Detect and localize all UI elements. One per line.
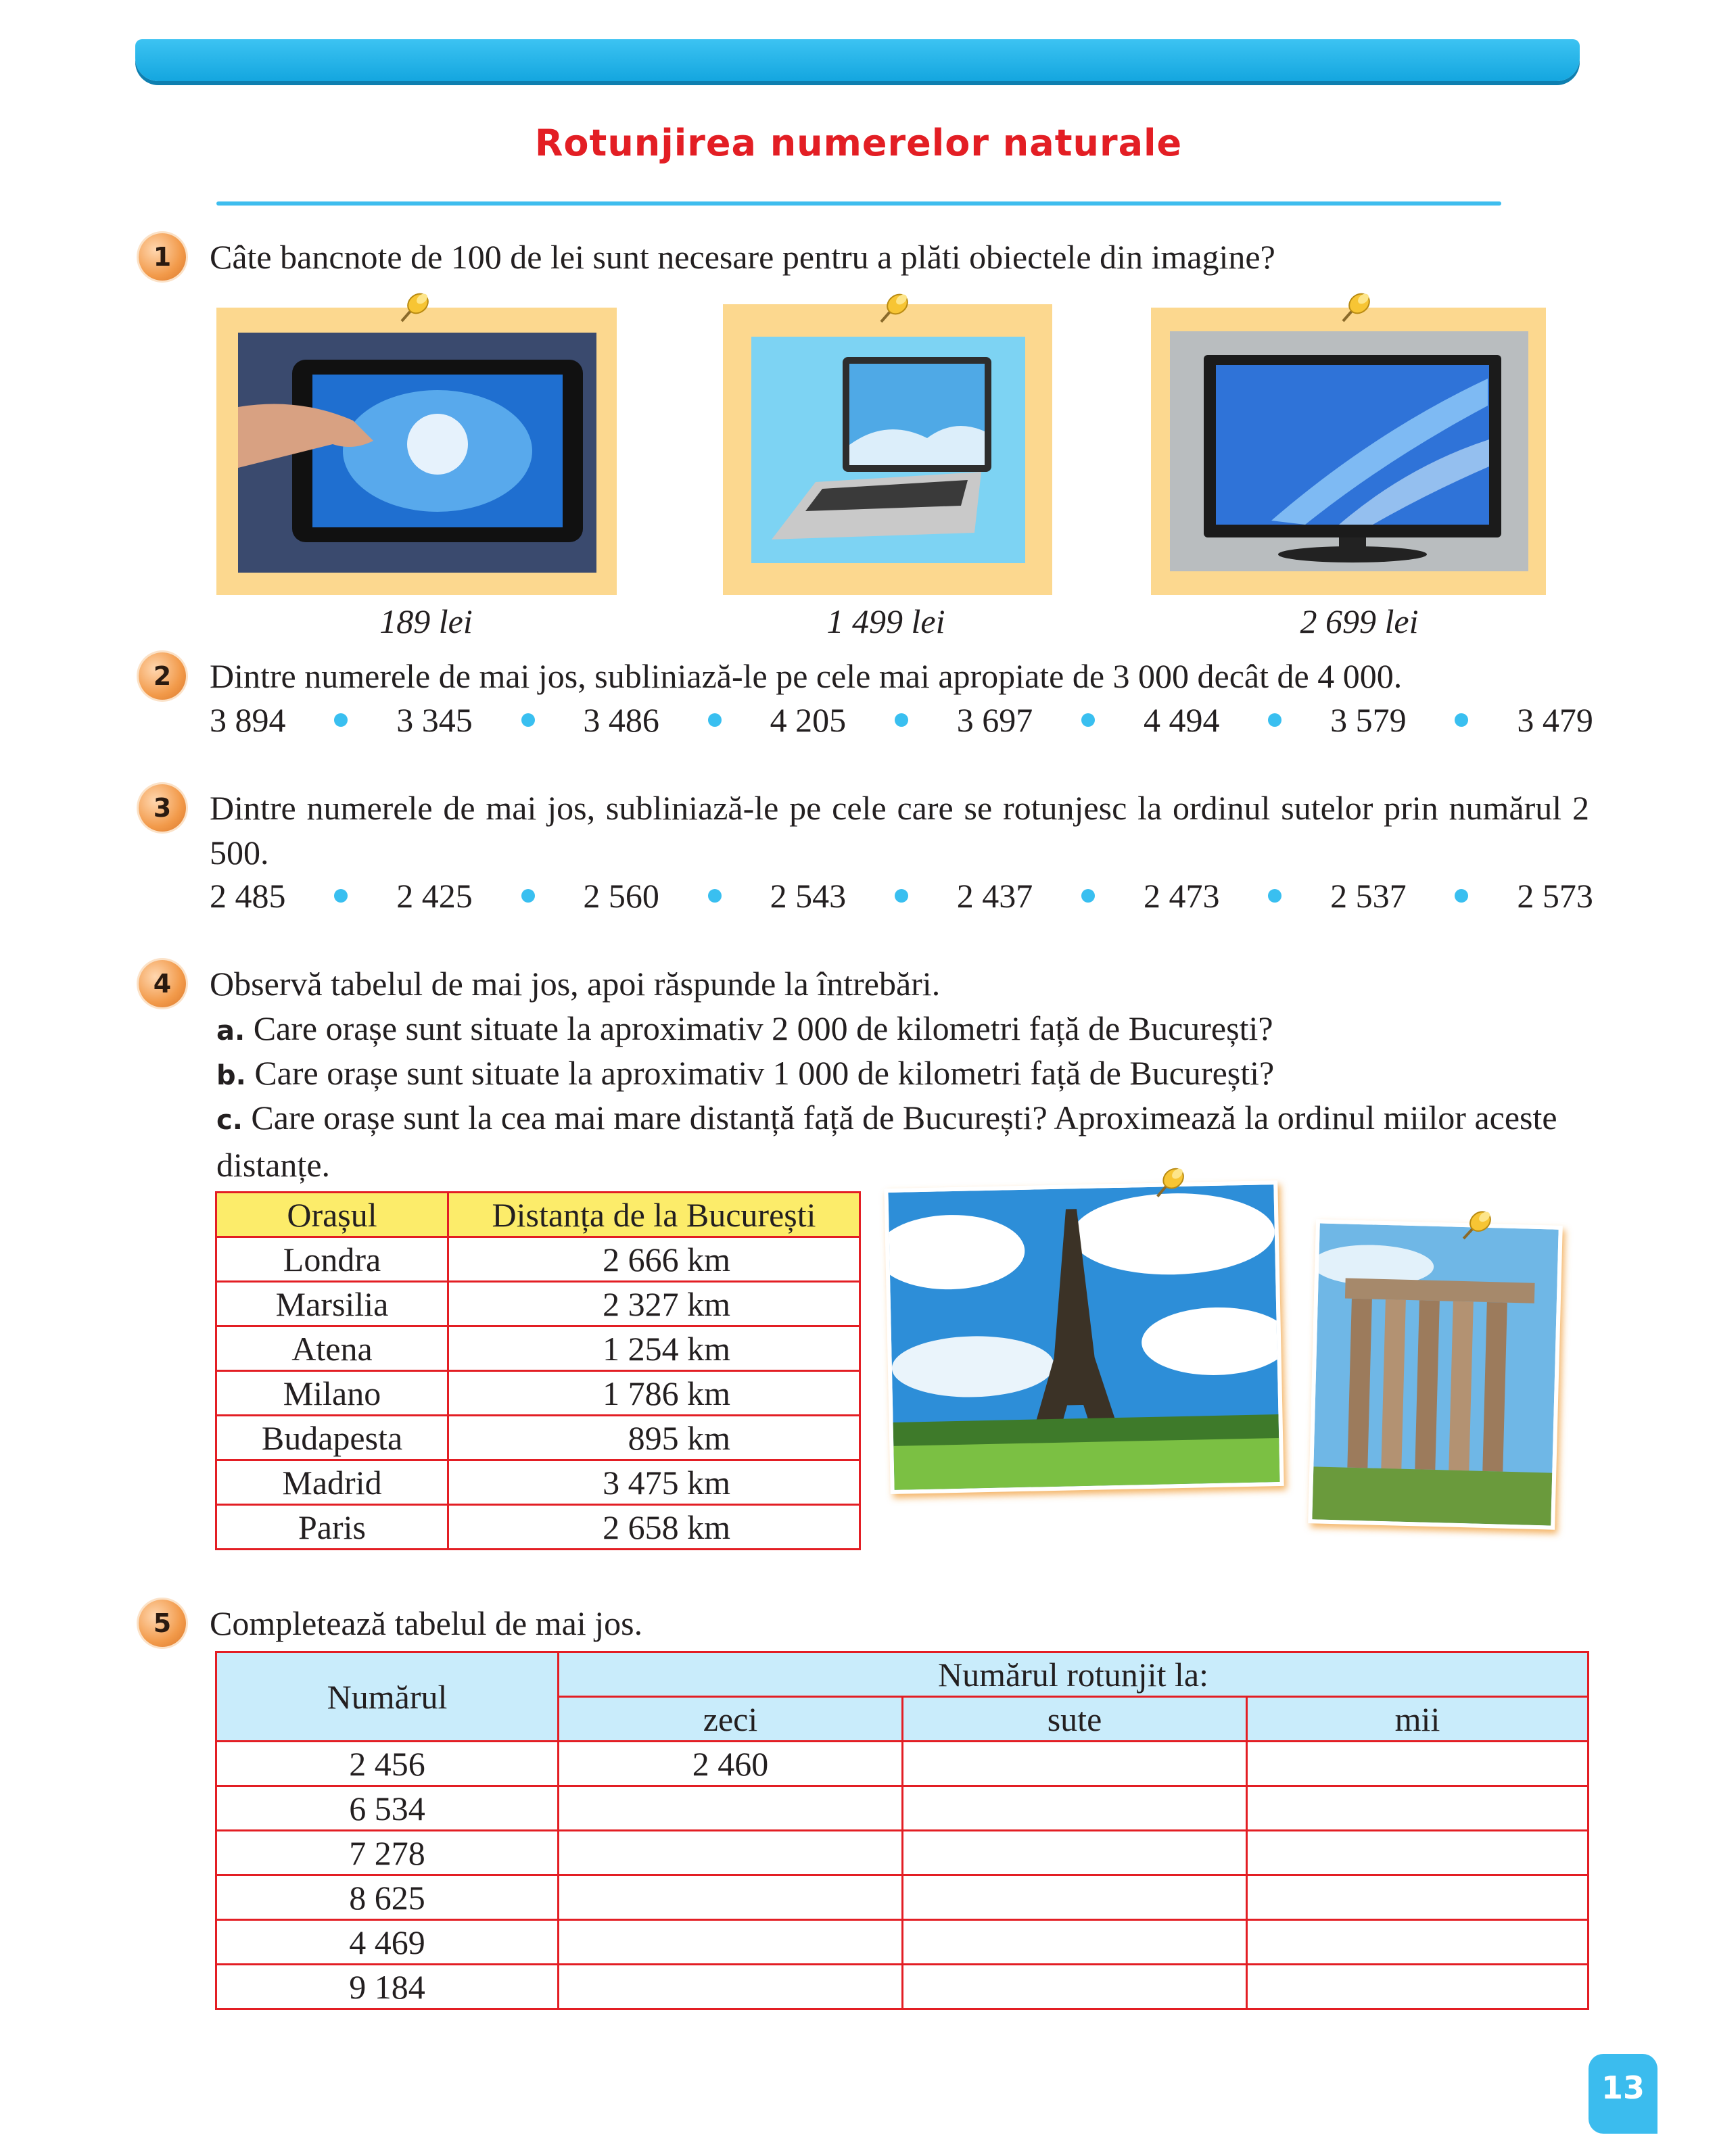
- page-number: 13: [1589, 2054, 1657, 2134]
- bullet-dot-icon: [521, 713, 535, 727]
- table-row: [216, 1282, 860, 1326]
- distance-cell: 3 475 km: [448, 1460, 860, 1505]
- hundreds-cell[interactable]: [903, 1920, 1247, 1965]
- bullet-dot-icon: [1455, 713, 1468, 727]
- number-cell: 8 625: [216, 1875, 559, 1920]
- hundreds-cell[interactable]: [903, 1965, 1247, 2009]
- column-header-city: Orașul: [216, 1193, 448, 1237]
- table-row: [216, 1237, 860, 1282]
- exercise-3-number: 3: [139, 784, 186, 832]
- exercise-2-number: 2: [139, 652, 186, 700]
- page-title: Rotunjirea numerelor naturale: [534, 122, 1183, 164]
- question-letter: a.: [216, 1015, 245, 1047]
- table-row: [216, 1326, 860, 1371]
- laptop-photo: [751, 337, 1025, 563]
- rounding-table: [215, 1651, 1589, 2010]
- temple-image: [1312, 1223, 1558, 1525]
- column-header-hundreds: sute: [903, 1697, 1247, 1742]
- value-item[interactable]: 2 437: [956, 877, 1033, 915]
- table-row: [216, 1505, 860, 1550]
- table-row: [216, 1371, 860, 1416]
- number-cell: 4 469: [216, 1920, 559, 1965]
- hundreds-cell[interactable]: [903, 1742, 1247, 1786]
- exercise-2-values: [210, 698, 1593, 742]
- column-header-distance: Distanța de la București: [448, 1193, 860, 1237]
- number-cell: 6 534: [216, 1786, 559, 1831]
- tens-cell[interactable]: [559, 1831, 903, 1875]
- question-a: [216, 1006, 1273, 1053]
- monitor-photo-frame: [1151, 308, 1546, 595]
- exercise-2-text: Dintre numerele de mai jos, subliniază-le pe cele mai apropiate de 3 000 decât de 4 000.: [210, 657, 1403, 695]
- question-letter: b.: [216, 1060, 246, 1091]
- distance-cell: 2 327 km: [448, 1282, 860, 1326]
- bullet-dot-icon: [1455, 889, 1468, 903]
- monitor-photo: [1170, 331, 1528, 571]
- bullet-dot-icon: [334, 889, 348, 903]
- number-cell: 7 278: [216, 1831, 559, 1875]
- bullet-dot-icon: [1081, 713, 1095, 727]
- pushpin-icon: [1148, 1164, 1189, 1205]
- question-letter: c.: [216, 1105, 243, 1136]
- bullet-dot-icon: [708, 713, 722, 727]
- city-cell: Milano: [216, 1371, 448, 1416]
- question-text: Care orașe sunt situate la aproximativ 2 000 de kilometri față de București?: [253, 1009, 1273, 1047]
- hundreds-cell[interactable]: [903, 1875, 1247, 1920]
- value-item[interactable]: 2 473: [1143, 877, 1220, 915]
- tens-cell[interactable]: [559, 1786, 903, 1831]
- table-row: [216, 1920, 1589, 1965]
- bullet-dot-icon: [521, 889, 535, 903]
- distance-cell: 2 658 km: [448, 1505, 860, 1550]
- bullet-dot-icon: [334, 713, 348, 727]
- city-cell: Paris: [216, 1505, 448, 1550]
- question-text: Care orașe sunt situate la aproximativ 1 000 de kilometri față de București?: [254, 1054, 1275, 1092]
- table-row: [216, 1786, 1589, 1831]
- hundreds-cell[interactable]: [903, 1831, 1247, 1875]
- distance-cell: 1 786 km: [448, 1371, 860, 1416]
- tablet-photo-frame: [216, 308, 617, 595]
- question-text: Care orașe sunt la cea mai mare distanță față de București? Aproximează la ordinul miilor aceste distanțe.: [216, 1099, 1557, 1184]
- question-b: [216, 1051, 1274, 1098]
- value-item[interactable]: 2 537: [1330, 877, 1407, 915]
- value-item[interactable]: 3 479: [1517, 701, 1593, 739]
- column-header-thousands: mii: [1247, 1697, 1589, 1742]
- value-item[interactable]: 2 425: [396, 877, 473, 915]
- tens-cell[interactable]: [559, 1965, 903, 2009]
- value-item[interactable]: 2 543: [770, 877, 847, 915]
- column-header-rounded: Numărul rotunjit la:: [559, 1652, 1589, 1697]
- thousands-cell[interactable]: [1247, 1875, 1589, 1920]
- column-header-number: Numărul: [216, 1652, 559, 1742]
- title-divider: [216, 201, 1501, 206]
- distance-cell: 895 km: [448, 1416, 860, 1460]
- exercise-3-values: [210, 873, 1593, 918]
- exercise-5-number: 5: [139, 1600, 186, 1647]
- column-header-tens: zeci: [559, 1697, 903, 1742]
- value-item[interactable]: 3 486: [583, 701, 659, 739]
- bullet-dot-icon: [1081, 889, 1095, 903]
- thousands-cell[interactable]: [1247, 1965, 1589, 2009]
- bullet-dot-icon: [1268, 889, 1281, 903]
- laptop-photo-frame: [723, 304, 1052, 595]
- pushpin-icon: [392, 289, 433, 329]
- value-item[interactable]: 3 579: [1330, 701, 1407, 739]
- distance-table: [215, 1191, 861, 1550]
- exercise-3-text: Dintre numerele de mai jos, subliniază-le pe cele care se rotunjesc la ordinul sutelor prin numărul 2 500.: [210, 789, 1589, 871]
- top-banner: [135, 39, 1580, 81]
- table-row: [216, 1965, 1589, 2009]
- bullet-dot-icon: [895, 713, 908, 727]
- table-row: [216, 1416, 860, 1460]
- exercise-1-number: 1: [139, 233, 186, 281]
- table-row: [216, 1742, 1589, 1786]
- value-item[interactable]: 3 894: [210, 701, 286, 739]
- value-item[interactable]: 2 573: [1517, 877, 1593, 915]
- hundreds-cell[interactable]: [903, 1786, 1247, 1831]
- table-row: [216, 1831, 1589, 1875]
- city-cell: Madrid: [216, 1460, 448, 1505]
- exercise-4-text: Observă tabelul de mai jos, apoi răspunde la întrebări.: [210, 965, 941, 1003]
- tens-cell[interactable]: 2 460: [559, 1742, 903, 1786]
- value-item[interactable]: 2 560: [583, 877, 659, 915]
- pushpin-icon: [1334, 289, 1374, 329]
- bullet-dot-icon: [895, 889, 908, 903]
- table-row: [216, 1460, 860, 1505]
- tablet-price: 189 lei: [379, 602, 473, 640]
- eiffel-tower-photo: [884, 1180, 1284, 1494]
- table-row: [216, 1875, 1589, 1920]
- value-item[interactable]: 3 345: [396, 701, 473, 739]
- pushpin-icon: [1454, 1206, 1496, 1248]
- laptop-price: 1 499 lei: [826, 602, 945, 640]
- city-cell: Londra: [216, 1237, 448, 1282]
- thousands-cell[interactable]: [1247, 1920, 1589, 1965]
- thousands-cell[interactable]: [1247, 1742, 1589, 1786]
- distance-cell: 2 666 km: [448, 1237, 860, 1282]
- tens-cell[interactable]: [559, 1920, 903, 1965]
- table-header-row: [216, 1193, 860, 1237]
- city-cell: Marsilia: [216, 1282, 448, 1326]
- tablet-photo: [238, 333, 596, 573]
- eiffel-tower-image: [888, 1184, 1279, 1490]
- monitor-price: 2 699 lei: [1300, 602, 1419, 640]
- number-cell: 9 184: [216, 1965, 559, 2009]
- tens-cell[interactable]: [559, 1875, 903, 1920]
- city-cell: Budapesta: [216, 1416, 448, 1460]
- exercise-5-text: Completează tabelul de mai jos.: [210, 1604, 643, 1642]
- exercise-4-number: 4: [139, 960, 186, 1007]
- value-item[interactable]: 3 697: [956, 701, 1033, 739]
- exercise-1-text: Câte bancnote de 100 de lei sunt necesare pentru a plăti obiectele din imagine?: [210, 238, 1275, 276]
- thousands-cell[interactable]: [1247, 1831, 1589, 1875]
- bullet-dot-icon: [708, 889, 722, 903]
- number-cell: 2 456: [216, 1742, 559, 1786]
- value-item[interactable]: 4 494: [1143, 701, 1220, 739]
- temple-photo: [1308, 1219, 1563, 1529]
- bullet-dot-icon: [1268, 713, 1281, 727]
- value-item[interactable]: 4 205: [770, 701, 847, 739]
- value-item[interactable]: 2 485: [210, 877, 286, 915]
- distance-cell: 1 254 km: [448, 1326, 860, 1371]
- city-cell: Atena: [216, 1326, 448, 1371]
- thousands-cell[interactable]: [1247, 1786, 1589, 1831]
- question-c: [216, 1095, 1589, 1187]
- table-header-row: [216, 1652, 1589, 1697]
- pushpin-icon: [872, 289, 912, 330]
